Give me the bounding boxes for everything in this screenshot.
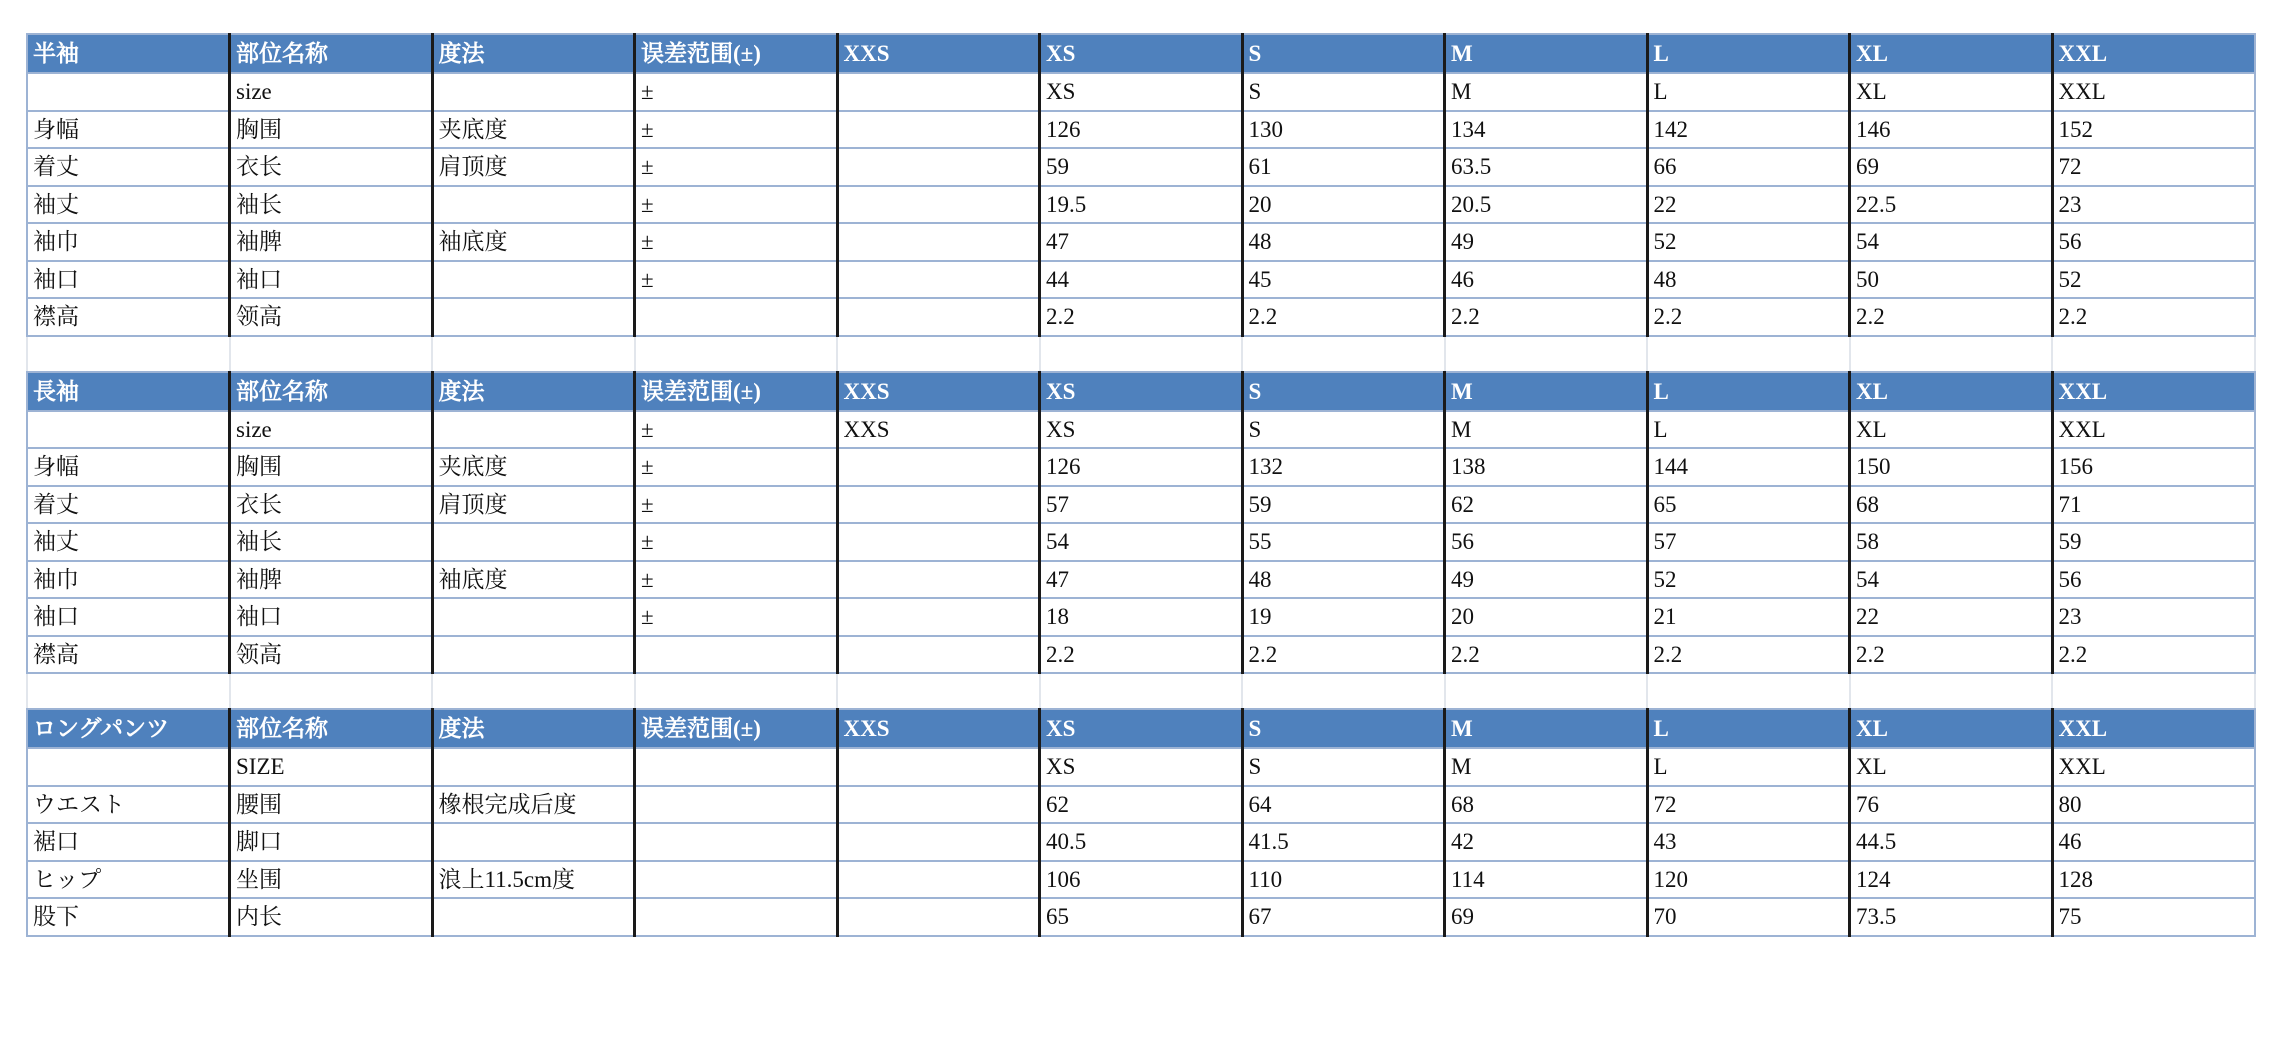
table-cell: 浪上11.5cm度 <box>432 861 635 899</box>
table-cell: 54 <box>1850 561 2053 599</box>
row-label-cell: ウエスト <box>27 786 230 824</box>
long-sleeve-header-row <box>27 372 2255 411</box>
table-row <box>27 823 2255 861</box>
table-cell <box>837 861 1040 899</box>
column-header: XXL <box>2052 709 2255 748</box>
long-pants-header-row <box>27 709 2255 748</box>
short-sleeve-section-title: 半袖 <box>27 34 230 73</box>
table-cell <box>635 823 838 861</box>
table-cell: 20.5 <box>1445 186 1648 224</box>
table-cell: 2.2 <box>2052 636 2255 674</box>
table-cell <box>837 298 1040 336</box>
spacer-cell <box>27 336 230 372</box>
table-cell: 59 <box>2052 523 2255 561</box>
table-cell <box>837 148 1040 186</box>
table-cell: 袖长 <box>230 186 433 224</box>
row-label-cell: 襟高 <box>27 298 230 336</box>
table-cell: 19.5 <box>1040 186 1243 224</box>
table-cell: ± <box>635 73 838 111</box>
spacer-cell <box>635 673 838 709</box>
table-cell <box>432 823 635 861</box>
table-cell: 42 <box>1445 823 1648 861</box>
section-spacer <box>27 673 2255 709</box>
column-header: XXS <box>837 372 1040 411</box>
table-cell: ± <box>635 598 838 636</box>
table-cell <box>837 748 1040 786</box>
row-label-cell <box>27 748 230 786</box>
row-label-cell: 着丈 <box>27 486 230 524</box>
table-cell: 腰围 <box>230 786 433 824</box>
table-cell: 19 <box>1242 598 1445 636</box>
column-header: 部位名称 <box>230 709 433 748</box>
table-cell <box>837 73 1040 111</box>
table-cell: ± <box>635 261 838 299</box>
table-cell: ± <box>635 523 838 561</box>
table-cell: 40.5 <box>1040 823 1243 861</box>
table-cell <box>837 898 1040 936</box>
table-cell <box>837 561 1040 599</box>
column-header: 度法 <box>432 34 635 73</box>
row-label-cell: 身幅 <box>27 448 230 486</box>
table-cell: 2.2 <box>1850 298 2053 336</box>
table-cell: 56 <box>2052 561 2255 599</box>
row-label-cell: 袖口 <box>27 598 230 636</box>
table-cell: 2.2 <box>1850 636 2053 674</box>
table-cell <box>635 861 838 899</box>
spacer-cell <box>1850 336 2053 372</box>
table-cell: M <box>1445 73 1648 111</box>
column-header: 误差范围(±) <box>635 372 838 411</box>
table-cell: 124 <box>1850 861 2053 899</box>
table-cell: 橡根完成后度 <box>432 786 635 824</box>
column-header: 部位名称 <box>230 34 433 73</box>
long-sleeve-section-title: 長袖 <box>27 372 230 411</box>
table-cell: 坐围 <box>230 861 433 899</box>
spacer-cell <box>27 673 230 709</box>
table-cell <box>432 748 635 786</box>
spacer-cell <box>837 673 1040 709</box>
column-header: XS <box>1040 34 1243 73</box>
table-cell: 48 <box>1242 223 1445 261</box>
row-label-cell <box>27 411 230 449</box>
column-header: XXS <box>837 709 1040 748</box>
row-label-cell: ヒップ <box>27 861 230 899</box>
size-chart-table <box>26 33 2256 937</box>
table-cell <box>837 223 1040 261</box>
column-header: 误差范围(±) <box>635 709 838 748</box>
table-cell: 21 <box>1647 598 1850 636</box>
table-cell: L <box>1647 411 1850 449</box>
table-row <box>27 448 2255 486</box>
table-cell: SIZE <box>230 748 433 786</box>
table-row <box>27 636 2255 674</box>
spacer-cell <box>432 673 635 709</box>
table-cell: 胸围 <box>230 111 433 149</box>
table-cell: 夹底度 <box>432 448 635 486</box>
column-header: XL <box>1850 34 2053 73</box>
table-cell: 49 <box>1445 561 1648 599</box>
row-label-cell: 袖口 <box>27 261 230 299</box>
table-cell: 106 <box>1040 861 1243 899</box>
table-cell: 22 <box>1647 186 1850 224</box>
column-header: XXL <box>2052 34 2255 73</box>
table-cell: 150 <box>1850 448 2053 486</box>
table-cell: 肩顶度 <box>432 148 635 186</box>
table-cell: XS <box>1040 748 1243 786</box>
table-cell: 内长 <box>230 898 433 936</box>
table-cell <box>432 261 635 299</box>
table-cell: 68 <box>1850 486 2053 524</box>
table-cell <box>837 523 1040 561</box>
row-label-cell: 着丈 <box>27 148 230 186</box>
table-cell: 114 <box>1445 861 1648 899</box>
table-cell: 18 <box>1040 598 1243 636</box>
table-cell: 袖底度 <box>432 223 635 261</box>
table-cell: S <box>1242 748 1445 786</box>
column-header: 误差范围(±) <box>635 34 838 73</box>
table-cell: ± <box>635 148 838 186</box>
table-cell: 67 <box>1242 898 1445 936</box>
column-header: XL <box>1850 709 2053 748</box>
table-cell: XXL <box>2052 411 2255 449</box>
spacer-cell <box>2052 336 2255 372</box>
table-cell <box>635 786 838 824</box>
table-cell <box>432 298 635 336</box>
table-cell <box>837 186 1040 224</box>
table-cell: 54 <box>1850 223 2053 261</box>
table-cell: 70 <box>1647 898 1850 936</box>
table-cell <box>837 786 1040 824</box>
table-cell: 袖长 <box>230 523 433 561</box>
column-header: XXL <box>2052 372 2255 411</box>
table-cell: 57 <box>1647 523 1850 561</box>
table-cell: 61 <box>1242 148 1445 186</box>
table-cell: 59 <box>1040 148 1243 186</box>
spacer-cell <box>1445 673 1648 709</box>
table-cell: ± <box>635 561 838 599</box>
size-chart-body <box>27 34 2255 936</box>
table-cell: 152 <box>2052 111 2255 149</box>
table-cell: 袖脾 <box>230 561 433 599</box>
table-cell <box>432 636 635 674</box>
spacer-cell <box>1850 673 2053 709</box>
table-cell: 69 <box>1445 898 1648 936</box>
table-row <box>27 411 2255 449</box>
table-row <box>27 898 2255 936</box>
table-cell: XS <box>1040 411 1243 449</box>
table-cell: XXL <box>2052 748 2255 786</box>
table-cell: 65 <box>1040 898 1243 936</box>
table-cell: M <box>1445 748 1648 786</box>
table-cell: 46 <box>1445 261 1648 299</box>
column-header: L <box>1647 372 1850 411</box>
table-row <box>27 598 2255 636</box>
spacer-cell <box>1040 336 1243 372</box>
table-cell: 领高 <box>230 298 433 336</box>
row-label-cell: 股下 <box>27 898 230 936</box>
table-cell: 52 <box>1647 223 1850 261</box>
table-cell: XL <box>1850 411 2053 449</box>
table-cell: 64 <box>1242 786 1445 824</box>
table-cell: 衣长 <box>230 486 433 524</box>
table-cell: 45 <box>1242 261 1445 299</box>
column-header: S <box>1242 372 1445 411</box>
table-cell: 71 <box>2052 486 2255 524</box>
table-cell: 50 <box>1850 261 2053 299</box>
short-sleeve-header-row <box>27 34 2255 73</box>
table-row <box>27 186 2255 224</box>
table-cell: 2.2 <box>1647 298 1850 336</box>
table-cell: 132 <box>1242 448 1445 486</box>
table-cell: 袖口 <box>230 261 433 299</box>
table-cell: 衣长 <box>230 148 433 186</box>
table-row <box>27 561 2255 599</box>
table-cell: XL <box>1850 748 2053 786</box>
table-cell: 59 <box>1242 486 1445 524</box>
spacer-cell <box>1647 336 1850 372</box>
spacer-cell <box>432 336 635 372</box>
table-cell: 55 <box>1242 523 1445 561</box>
table-cell: 2.2 <box>1040 636 1243 674</box>
table-cell: L <box>1647 73 1850 111</box>
column-header: 度法 <box>432 709 635 748</box>
spacer-cell <box>1647 673 1850 709</box>
table-row <box>27 486 2255 524</box>
spacer-cell <box>837 336 1040 372</box>
row-label-cell <box>27 73 230 111</box>
table-cell: 2.2 <box>1242 298 1445 336</box>
table-cell: 22.5 <box>1850 186 2053 224</box>
table-cell: 69 <box>1850 148 2053 186</box>
table-cell: ± <box>635 486 838 524</box>
table-cell: 47 <box>1040 223 1243 261</box>
table-cell: 126 <box>1040 111 1243 149</box>
table-cell: L <box>1647 748 1850 786</box>
table-cell: 20 <box>1445 598 1648 636</box>
table-cell: 146 <box>1850 111 2053 149</box>
table-cell: XXL <box>2052 73 2255 111</box>
table-cell <box>432 186 635 224</box>
table-cell: 52 <box>2052 261 2255 299</box>
table-cell: 75 <box>2052 898 2255 936</box>
table-cell: 62 <box>1040 786 1243 824</box>
table-cell: 142 <box>1647 111 1850 149</box>
table-cell: 80 <box>2052 786 2255 824</box>
table-cell: 66 <box>1647 148 1850 186</box>
table-cell: 44.5 <box>1850 823 2053 861</box>
table-cell: ± <box>635 111 838 149</box>
table-cell: 58 <box>1850 523 2053 561</box>
table-cell: 54 <box>1040 523 1243 561</box>
table-cell: 128 <box>2052 861 2255 899</box>
table-cell <box>837 486 1040 524</box>
spacer-cell <box>1445 336 1648 372</box>
table-cell: 胸围 <box>230 448 433 486</box>
table-cell <box>837 111 1040 149</box>
table-cell: 73.5 <box>1850 898 2053 936</box>
table-row <box>27 786 2255 824</box>
table-cell <box>837 636 1040 674</box>
spacer-cell <box>2052 673 2255 709</box>
table-cell: 126 <box>1040 448 1243 486</box>
table-cell: S <box>1242 411 1445 449</box>
table-row <box>27 223 2255 261</box>
table-row <box>27 748 2255 786</box>
table-cell: 57 <box>1040 486 1243 524</box>
table-cell: 56 <box>1445 523 1648 561</box>
table-row <box>27 523 2255 561</box>
table-cell: 肩顶度 <box>432 486 635 524</box>
table-cell: 110 <box>1242 861 1445 899</box>
table-cell: 63.5 <box>1445 148 1648 186</box>
table-cell: XXS <box>837 411 1040 449</box>
table-cell: 20 <box>1242 186 1445 224</box>
table-cell <box>635 748 838 786</box>
column-header: 部位名称 <box>230 372 433 411</box>
long-pants-section-title: ロングパンツ <box>27 709 230 748</box>
table-cell: 2.2 <box>1040 298 1243 336</box>
table-cell: ± <box>635 223 838 261</box>
table-cell <box>837 448 1040 486</box>
column-header: XXS <box>837 34 1040 73</box>
table-cell <box>432 523 635 561</box>
table-cell: 72 <box>2052 148 2255 186</box>
table-cell <box>635 298 838 336</box>
table-cell: 领高 <box>230 636 433 674</box>
table-cell <box>635 898 838 936</box>
column-header: M <box>1445 709 1648 748</box>
column-header: S <box>1242 34 1445 73</box>
table-cell: 156 <box>2052 448 2255 486</box>
row-label-cell: 身幅 <box>27 111 230 149</box>
column-header: L <box>1647 709 1850 748</box>
table-cell: 52 <box>1647 561 1850 599</box>
table-cell: 47 <box>1040 561 1243 599</box>
column-header: XS <box>1040 709 1243 748</box>
table-cell: 2.2 <box>1242 636 1445 674</box>
table-cell: 脚口 <box>230 823 433 861</box>
table-cell <box>432 73 635 111</box>
table-cell: 138 <box>1445 448 1648 486</box>
table-cell: 2.2 <box>2052 298 2255 336</box>
table-cell: size <box>230 73 433 111</box>
column-header: XL <box>1850 372 2053 411</box>
spacer-cell <box>1242 673 1445 709</box>
table-row <box>27 111 2255 149</box>
row-label-cell: 袖丈 <box>27 186 230 224</box>
table-cell: 65 <box>1647 486 1850 524</box>
table-row <box>27 148 2255 186</box>
table-cell: ± <box>635 411 838 449</box>
column-header: S <box>1242 709 1445 748</box>
spacer-cell <box>1040 673 1243 709</box>
row-label-cell: 袖巾 <box>27 561 230 599</box>
table-cell: 48 <box>1242 561 1445 599</box>
table-row <box>27 261 2255 299</box>
row-label-cell: 裾口 <box>27 823 230 861</box>
table-cell: 48 <box>1647 261 1850 299</box>
column-header: 度法 <box>432 372 635 411</box>
table-cell: 49 <box>1445 223 1648 261</box>
table-cell: 68 <box>1445 786 1648 824</box>
table-cell <box>432 598 635 636</box>
table-cell: 袖底度 <box>432 561 635 599</box>
table-cell: 23 <box>2052 598 2255 636</box>
table-cell <box>837 598 1040 636</box>
table-cell: XL <box>1850 73 2053 111</box>
table-cell: 62 <box>1445 486 1648 524</box>
spacer-cell <box>230 336 433 372</box>
table-row <box>27 73 2255 111</box>
table-row <box>27 298 2255 336</box>
table-cell: 56 <box>2052 223 2255 261</box>
column-header: M <box>1445 372 1648 411</box>
table-cell: 23 <box>2052 186 2255 224</box>
table-cell: 44 <box>1040 261 1243 299</box>
table-cell: 130 <box>1242 111 1445 149</box>
table-cell: ± <box>635 448 838 486</box>
table-cell <box>432 411 635 449</box>
table-cell: 41.5 <box>1242 823 1445 861</box>
table-cell: 134 <box>1445 111 1648 149</box>
table-cell <box>837 261 1040 299</box>
table-cell: S <box>1242 73 1445 111</box>
table-row <box>27 861 2255 899</box>
column-header: XS <box>1040 372 1243 411</box>
section-spacer <box>27 336 2255 372</box>
table-cell: M <box>1445 411 1648 449</box>
spacer-cell <box>1242 336 1445 372</box>
table-cell: ± <box>635 186 838 224</box>
column-header: L <box>1647 34 1850 73</box>
table-cell: 袖口 <box>230 598 433 636</box>
table-cell: 43 <box>1647 823 1850 861</box>
row-label-cell: 襟高 <box>27 636 230 674</box>
spacer-cell <box>635 336 838 372</box>
row-label-cell: 袖巾 <box>27 223 230 261</box>
table-cell: 72 <box>1647 786 1850 824</box>
table-cell: 22 <box>1850 598 2053 636</box>
table-cell <box>837 823 1040 861</box>
row-label-cell: 袖丈 <box>27 523 230 561</box>
spacer-cell <box>230 673 433 709</box>
table-cell <box>635 636 838 674</box>
table-cell <box>432 898 635 936</box>
table-cell: 袖脾 <box>230 223 433 261</box>
table-cell: 144 <box>1647 448 1850 486</box>
table-cell: 120 <box>1647 861 1850 899</box>
table-cell: 76 <box>1850 786 2053 824</box>
table-cell: 夹底度 <box>432 111 635 149</box>
table-cell: 2.2 <box>1647 636 1850 674</box>
table-cell: 46 <box>2052 823 2255 861</box>
table-cell: XS <box>1040 73 1243 111</box>
table-cell: size <box>230 411 433 449</box>
table-cell: 2.2 <box>1445 636 1648 674</box>
table-cell: 2.2 <box>1445 298 1648 336</box>
column-header: M <box>1445 34 1648 73</box>
